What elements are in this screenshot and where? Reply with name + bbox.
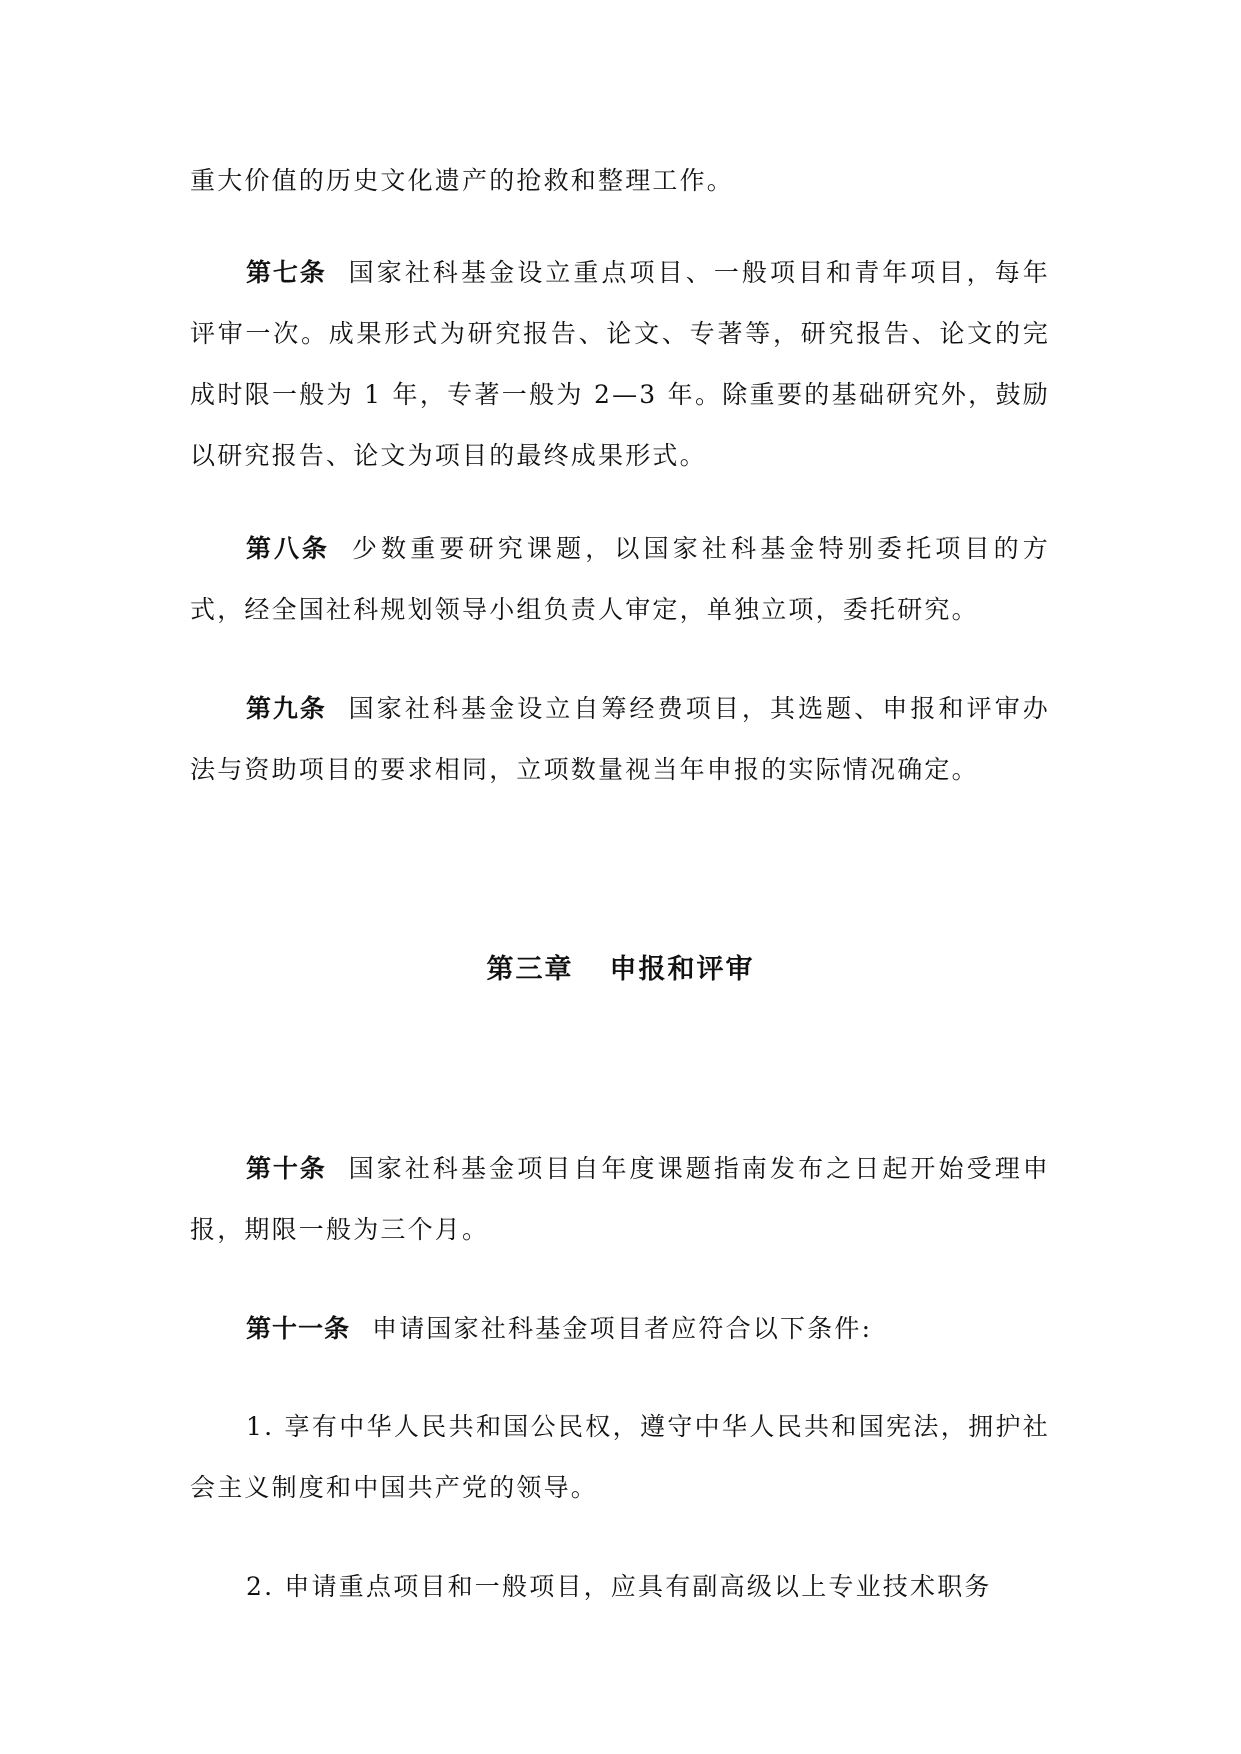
- article-8-text: 少数重要研究课题，以国家社科基金特别委托项目的方式，经全国社科规划领导小组负责人审定，单独立项，委托研究。: [190, 534, 1050, 624]
- chapter-heading: [0, 950, 1241, 990]
- article-7-label: 第七条: [246, 258, 327, 287]
- article-11: [190, 1298, 1050, 1359]
- chapter-number: 第三章: [486, 954, 574, 985]
- condition-item-1: 1. 享有中华人民共和国公民权，遵守中华人民共和国宪法，拥护社会主义制度和中国共产党的领导。: [190, 1412, 1050, 1502]
- article-11-label: 第十一条: [246, 1314, 351, 1343]
- article-9: [190, 678, 1050, 800]
- article-10-text: 国家社科基金项目自年度课题指南发布之日起开始受理申报，期限一般为三个月。: [190, 1154, 1050, 1244]
- paragraph-continuation: 重大价值的历史文化遗产的抢救和整理工作。: [190, 166, 735, 195]
- article-8: [190, 518, 1050, 640]
- condition-item-2: 2. 申请重点项目和一般项目，应具有副高级以上专业技术职务: [246, 1572, 992, 1601]
- article-11-text: 申请国家社科基金项目者应符合以下条件:: [372, 1314, 873, 1343]
- article-8-label: 第八条: [246, 534, 330, 563]
- article-9-label: 第九条: [246, 694, 327, 723]
- article-7: [190, 242, 1050, 486]
- article-7-text: 国家社科基金设立重点项目、一般项目和青年项目，每年评审一次。成果形式为研究报告、论文、专著等，研究报告、论文的完成时限一般为 1 年，专著一般为 2—3 年。除重要的基础研究外，鼓励以研究报告、论文为项目的最终成果形式。: [190, 258, 1050, 470]
- article-9-text: 国家社科基金设立自筹经费项目，其选题、申报和评审办法与资助项目的要求相同，立项数量视当年申报的实际情况确定。: [190, 694, 1050, 784]
- article-10: [190, 1138, 1050, 1260]
- chapter-title: 申报和评审: [609, 954, 755, 985]
- article-10-label: 第十条: [246, 1154, 327, 1183]
